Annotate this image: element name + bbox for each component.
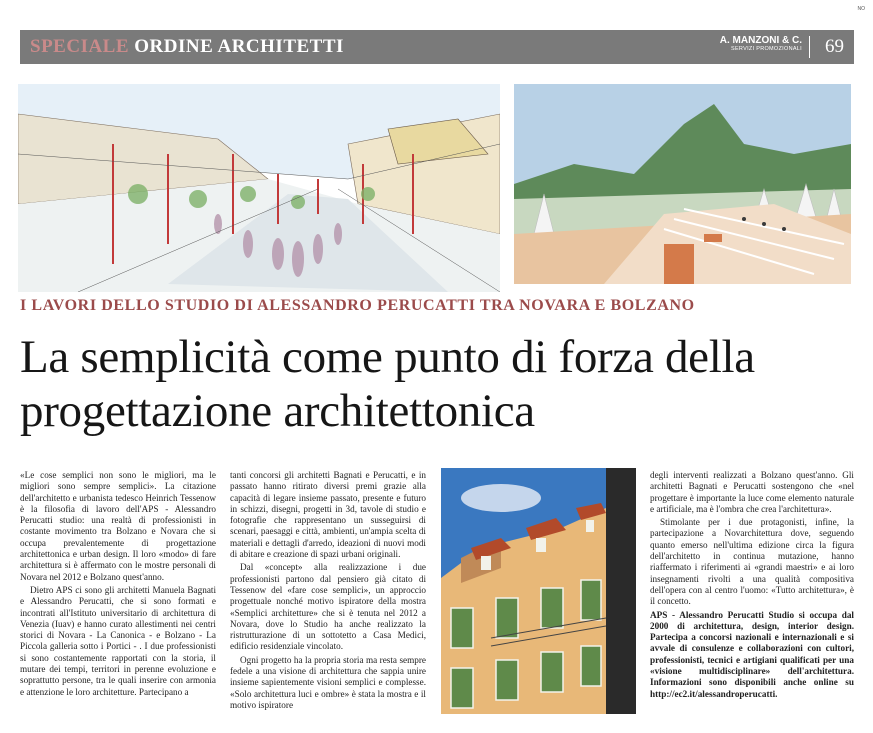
paragraph: Ogni progetto ha la propria storia ma resta sempre fedele a una visione di architettura che sappia unire insieme sapientemente visioni semplici e complesse. «Solo architettura luci e ombre» è stata la mostra e il motivo ispiratore (230, 654, 426, 710)
article-kicker: I LAVORI DELLO STUDIO DI ALESSANDRO PERUCATTI TRA NOVARA E BOLZANO (20, 297, 695, 314)
banner-divider (809, 36, 810, 58)
building-photo-image (441, 468, 636, 714)
section-banner (20, 30, 854, 64)
section-label: SPECIALE (30, 36, 130, 57)
page-number: 69 (825, 36, 844, 57)
paragraph: Dietro APS ci sono gli architetti Manuela Bagnati e Alessandro Perucatti, che si sono formati e incontrati all'Istituto universitario di architettura di Venezia (Iuav) e hanno curato allestimenti nei centri storici di Novara - La Canonica - e Bolzano - La Piccola galleria sotto i Portici - . I due professionisti si sono costantemente rapportati con la storia, il mutare dei tempi, territori in perenne evoluzione e soprattutto persone, tra le quali inserire con armonia e attenzione le loro architetture. Partecipano a (20, 584, 216, 697)
article-column-3 (650, 470, 854, 702)
paragraph: Stimolante per i due protagonisti, infine, la partecipazione a Novarchitettura dove, seguendo quanto emerso nell'ultima edizione circa la figura dell'architetto in continua mutazione, hanno riaffermato i riferimenti ai «grandi maestri» e ai loro insegnamenti rivolti a una qualità compositiva dell'opera con al centro l'uomo: «Tutto architettura», è il concetto. (650, 517, 854, 607)
terrace-render-image (514, 84, 851, 284)
paragraph: «Le cose semplici non sono le migliori, ma le migliori sono sempre semplici». La citazione dell'architetto e urbanista tedesco Heinrich Tessenow è la filosofia di lavoro dell'APS - Alessandro Perucatti studio: una realtà di professionisti in costante movimento tra Bolzano e Novara che si occupa prevalentemente di progettazione architettonica e urban design. Il loro «modo» di fare architettura si è affermato con le mostre personali di Novara nel 2012 e Bolzano quest'anno. (20, 470, 216, 582)
page-corner-mark: NO (857, 6, 865, 12)
street-sketch-image (18, 84, 500, 292)
section-heading (30, 36, 344, 58)
publisher-name: A. MANZONI & C. (719, 35, 802, 46)
paragraph: degli interventi realizzati a Bolzano quest'anno. Gli architetti Bagnati e Perucatti sostengono che «nel progettare è importante la luce come elemento naturale e artificiale, ma è l'ombra che crea l'architettura». (650, 470, 854, 514)
article-column-1 (20, 470, 216, 700)
publisher-credit (720, 36, 802, 53)
article-title: La semplicità come punto di forza della progettazione architettonica (20, 331, 755, 437)
section-title: ORDINE ARCHITETTI (134, 36, 344, 57)
studio-info-paragraph: APS - Alessandro Perucatti Studio si occupa dal 2000 di architettura, design, interior design. Partecipa a concorsi nazionali e internazionali e si avvale di consulenze e collaborazioni con cultori, professionisti, tecnici e artigiani qualificati per una «visione multidisciplinare» dell'architettura. Informazioni sono disponibili anche online su http://ec2.it/alessandroperucatti. (650, 609, 854, 699)
article-column-2 (230, 470, 426, 713)
paragraph: tanti concorsi gli architetti Bagnati e Perucatti, e in passato hanno ritirato diversi premi grazie alla capacità di legare insieme passato, presente e futuro in schizzi, disegni, progetti in 3d, tavole di studio e fotografie che rappresentano un susseguirsi di scenari, paesaggi e città, ambienti, un'ampia scelta di materiali e dettagli d'arredo, ideazioni di nuovi modi di abitare e creazione di spazi urbani originali. (230, 470, 426, 560)
paragraph: Dal «concept» alla realizzazione i due professionisti partono dal pensiero già citato di Tessenow del «fare cose semplici», un approccio progettuale nonché motivo ispiratore della mostra «Semplici architetture» che si è tenuta nel 2012 a Novara, dove lo Studio ha anche realizzato la ristrutturazione di un sottotetto a Casa Medici, edificio residenziale vincolato. (230, 562, 426, 652)
publisher-sub: SERVIZI PROMOZIONALI (731, 46, 802, 52)
